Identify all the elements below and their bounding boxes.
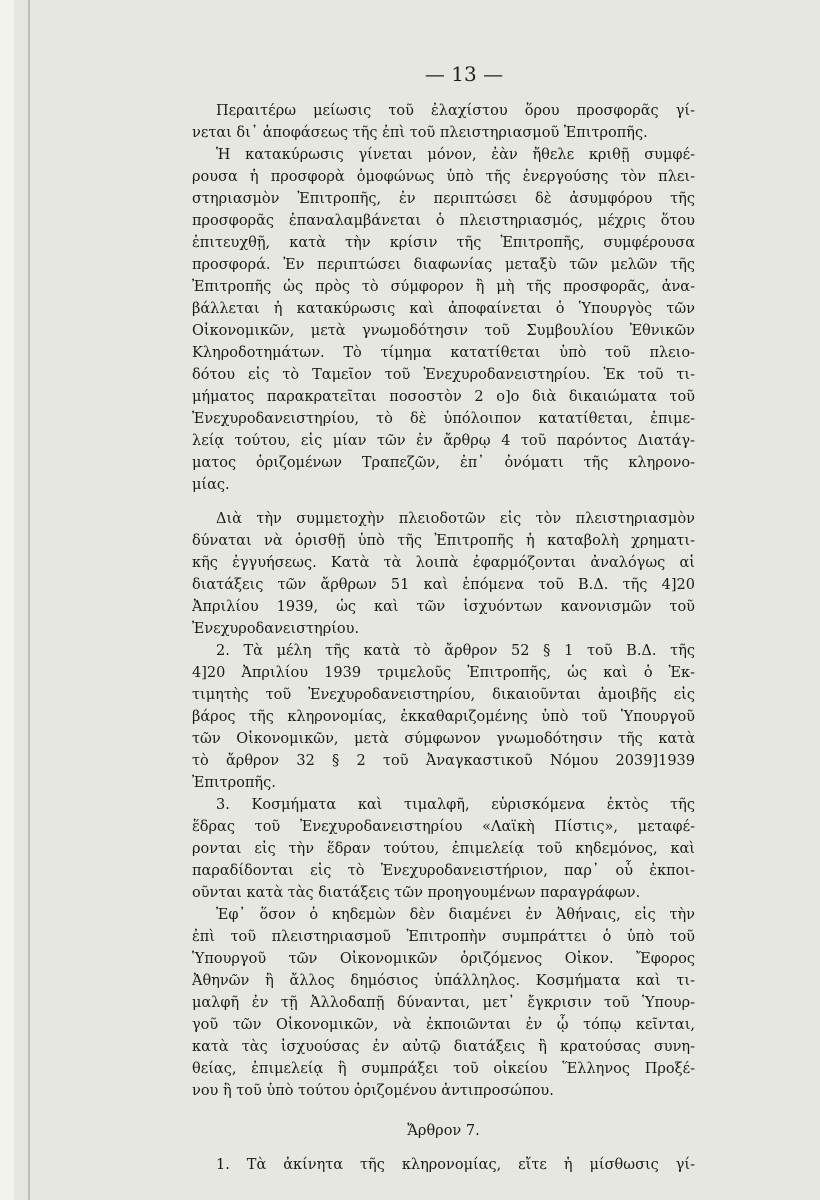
- text-line: Περαιτέρω μείωσις τοῦ ἐλαχίστου ὅρου προσφορᾶς γί-: [216, 103, 695, 119]
- text-line: ρουσα ἡ προσφορὰ ὁμοφώνως ὑπὸ τῆς ἐνεργούσης τὸν πλει-: [192, 169, 695, 185]
- text-line: βάρος τῆς κληρονομίας, ἐκκαθαριζομένης ὑπὸ τοῦ Ὑπουργοῦ: [192, 709, 695, 725]
- paragraph: [192, 640, 695, 794]
- text-line: κῆς ἐγγυήσεως. Κατὰ τὰ λοιπὰ ἐφαρμόζονται ἀναλόγως αἱ: [192, 555, 695, 571]
- text-line: 1. Τὰ ἀκίνητα τῆς κληρονομίας, εἴτε ἡ μίσθωσις γί-: [216, 1157, 695, 1173]
- text-line: Ἐνεχυροδανειστηρίου, τὸ δὲ ὑπόλοιπον κατατίθεται, ἐπιμε-: [192, 411, 695, 427]
- text-line: Ἐφ᾽ ὅσον ὁ κηδεμὼν δὲν διαμένει ἐν Ἀθήναις, εἰς τὴν: [216, 907, 695, 923]
- text-line: διατάξεις τῶν ἄρθρων 51 καὶ ἑπόμενα τοῦ Β.Δ. τῆς 4]20: [192, 577, 695, 593]
- binding-gutter: [28, 0, 30, 1200]
- text-line: Ὑπουργοῦ τῶν Οἰκονομικῶν ὁριζόμενος Οἰκον. Ἔφορος: [192, 951, 695, 967]
- text-line: τιμητὴς τοῦ Ἐνεχυροδανειστηρίου, δικαιοῦνται ἀμοιβῆς εἰς: [192, 687, 695, 703]
- text-line: τὸ ἄρθρον 32 § 2 τοῦ Ἀναγκαστικοῦ Νόμου 2039]1939: [192, 753, 695, 769]
- text-line: κατὰ τὰς ἰσχυούσας ἐν αὐτῷ διατάξεις ἢ κρατούσας συνη-: [192, 1039, 695, 1055]
- text-line: Διὰ τὴν συμμετοχὴν πλειοδοτῶν εἰς τὸν πλειστηριασμὸν: [216, 511, 695, 527]
- text-line: Οἰκονομικῶν, μετὰ γνωμοδότησιν τοῦ Συμβουλίου Ἐθνικῶν: [192, 323, 695, 339]
- text-line: ἐπὶ τοῦ πλειστηριασμοῦ Ἐπιτροπὴν συμπράττει ὁ ὑπὸ τοῦ: [192, 929, 695, 945]
- text-line: δύναται νὰ ὁρισθῇ ὑπὸ τῆς Ἐπιτροπῆς ἡ καταβολὴ χρηματι-: [192, 533, 695, 549]
- paragraph: [192, 144, 695, 496]
- text-line: θείας, ἐπιμελείᾳ ἢ συμπράξει τοῦ οἰκείου Ἕλληνος Προξέ-: [192, 1061, 695, 1077]
- text-line: 2. Τὰ μέλη τῆς κατὰ τὸ ἄρθρον 52 § 1 τοῦ Β.Δ. τῆς: [216, 643, 695, 659]
- paragraph: [192, 508, 695, 640]
- text-line: Ἐπιτροπῆς ὡς πρὸς τὸ σύμφορον ἢ μὴ τῆς προσφορᾶς, ἀνα-: [192, 279, 695, 295]
- text-line: δότου εἰς τὸ Ταμεῖον τοῦ Ἐνεχυροδανειστηρίου. Ἐκ τοῦ τι-: [192, 367, 695, 383]
- body-text: [192, 100, 695, 1176]
- article-heading: Ἄρθρον 7.: [407, 1123, 480, 1139]
- text-line: στηριασμὸν Ἐπιτροπῆς, ἐν περιπτώσει δὲ ἀσυμφόρου τῆς: [192, 191, 695, 207]
- text-line: λείᾳ τούτου, εἰς μίαν τῶν ἐν ἄρθρῳ 4 τοῦ παρόντος Διατάγ-: [192, 433, 695, 449]
- paragraph: [192, 100, 695, 144]
- text-line: Ἀπριλίου 1939, ὡς καὶ τῶν ἰσχυόντων κανονισμῶν τοῦ: [192, 599, 695, 615]
- text-line: ρονται εἰς τὴν ἕδραν τούτου, ἐπιμελείᾳ τοῦ κηδεμόνος, καὶ: [192, 841, 695, 857]
- paragraph: [192, 794, 695, 904]
- text-line: τῶν Οἰκονομικῶν, μετὰ σύμφωνον γνωμοδότησιν τῆς κατὰ: [192, 731, 695, 747]
- text-line: μαλφῆ ἐν τῇ Ἀλλοδαπῇ δύνανται, μετ᾽ ἔγκρισιν τοῦ Ὑπουρ-: [192, 995, 695, 1011]
- text-line: ἐπιτευχθῇ, κατὰ τὴν κρίσιν τῆς Ἐπιτροπῆς, συμφέρουσα: [192, 235, 695, 251]
- text-line: παραδίδονται εἰς τὸ Ἐνεχυροδανειστήριον, παρ᾽ οὗ ἐκποι-: [192, 863, 695, 879]
- text-line: Ἡ κατακύρωσις γίνεται μόνον, ἐὰν ἤθελε κριθῇ συμφέ-: [216, 147, 695, 163]
- text-line: βάλλεται ἡ κατακύρωσις καὶ ἀποφαίνεται ὁ Ὑπουργὸς τῶν: [192, 301, 695, 317]
- text-line: Κληροδοτημάτων. Τὸ τίμημα κατατίθεται ὑπὸ τοῦ πλειο-: [192, 345, 695, 361]
- text-line: Ἐνεχυροδανειστηρίου.: [192, 621, 360, 637]
- text-line: μίας.: [192, 477, 230, 493]
- text-line: οῦνται κατὰ τὰς διατάξεις τῶν προηγουμένων παραγράφων.: [192, 885, 641, 901]
- paragraph: [192, 904, 695, 1102]
- page-number: — 13 —: [424, 62, 504, 86]
- text-line: ματος ὁριζομένων Τραπεζῶν, ἐπ᾽ ὀνόματι τῆς κληρονο-: [192, 455, 695, 471]
- text-line: νου ἢ τοῦ ὑπὸ τούτου ὁριζομένου ἀντιπροσώπου.: [192, 1083, 554, 1099]
- text-line: 4]20 Ἀπριλίου 1939 τριμελοῦς Ἐπιτροπῆς, ὡς καὶ ὁ Ἐκ-: [192, 665, 695, 681]
- text-line: νεται δι᾽ ἀποφάσεως τῆς ἐπὶ τοῦ πλειστηριασμοῦ Ἐπιτροπῆς.: [192, 125, 648, 141]
- text-line: ἕδρας τοῦ Ἐνεχυροδανειστηρίου «Λαϊκὴ Πίστις», μεταφέ-: [192, 819, 695, 835]
- text-line: προσφορᾶς ἐπαναλαμβάνεται ὁ πλειστηριασμός, μέχρις ὅτου: [192, 213, 695, 229]
- text-line: Ἐπιτροπῆς.: [192, 775, 276, 791]
- text-line: 3. Κοσμήματα καὶ τιμαλφῆ, εὑρισκόμενα ἐκτὸς τῆς: [216, 797, 695, 813]
- text-line: Ἀθηνῶν ἢ ἄλλος δημόσιος ὑπάλληλος. Κοσμήματα καὶ τι-: [192, 973, 695, 989]
- text-line: μήματος παρακρατεῖται ποσοστὸν 2 ο]ο διὰ δικαιώματα τοῦ: [192, 389, 695, 405]
- text-line: προσφορά. Ἐν περιπτώσει διαφωνίας μεταξὺ τῶν μελῶν τῆς: [192, 257, 695, 273]
- text-line: γοῦ τῶν Οἰκονομικῶν, νὰ ἐκποιῶνται ἐν ᾧ τόπῳ κεῖνται,: [192, 1017, 695, 1033]
